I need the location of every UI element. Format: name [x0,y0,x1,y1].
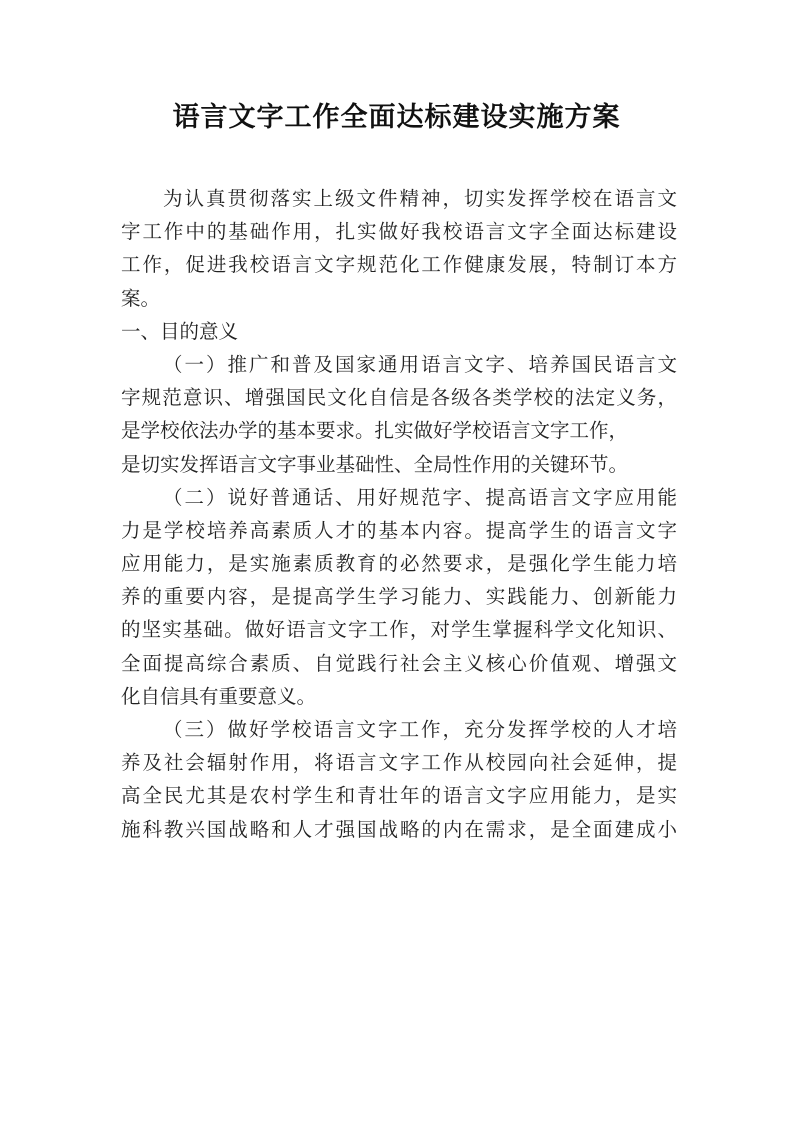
text-line: 全面提高综合素质、自觉践行社会主义核心价值观、增强文 [121,651,677,675]
section-heading-text: 一、目的意义 [121,319,239,343]
document-title: 语言文字工作全面达标建设实施方案 [172,102,621,133]
intro-paragraph [121,182,677,315]
text-line: 应用能力，是实施素质教育的必然要求，是强化学生能力培 [121,552,677,576]
text-line: 养及社会辐射作用，将语言文字工作从校园向社会延伸，提 [121,751,677,775]
text-line: 高全民尤其是农村学生和青壮年的语言文字应用能力，是实 [121,784,677,808]
text-line: 化自信具有重要意义。 [121,684,317,708]
text-line: 字规范意识、增强国民文化自信是各级各类学校的法定义务， [121,386,677,410]
text-line: （三）做好学校语言文字工作，充分发挥学校的人才培 [163,718,677,741]
paragraph-2 [121,481,677,713]
text-line: 是学校依法办学的基本要求。扎实做好学校语言文字工作， [121,419,629,443]
section-heading [121,315,677,348]
text-line: 字工作中的基础作用，扎实做好我校语言文字全面达标建设 [121,220,677,244]
text-line: （二）说好普通话、用好规范字、提高语言文字应用能 [163,485,677,509]
text-line: 的坚实基础。做好语言文字工作，对学生掌握科学文化知识、 [121,618,677,642]
text-line: 养的重要内容，是提高学生学习能力、实践能力、创新能力 [121,585,677,609]
paragraph-3 [121,713,677,846]
text-line: 是切实发挥语言文字事业基础性、全局性作用的关键环节。 [121,452,629,476]
paragraph-1 [121,348,677,481]
text-line: （一）推广和普及国家通用语言文字、培养国民语言文 [163,352,677,376]
text-line: 案。 [121,286,161,310]
text-line: 为认真贯彻落实上级文件精神，切实发挥学校在语言文 [163,187,677,210]
text-line: 施科教兴国战略和人才强国战略的内在需求，是全面建成小 [121,817,677,841]
document-body [121,182,677,846]
text-line: 力是学校培养高素质人才的基本内容。提高学生的语言文字 [121,518,677,542]
text-line: 工作，促进我校语言文字规范化工作健康发展，特制订本方 [121,253,677,277]
